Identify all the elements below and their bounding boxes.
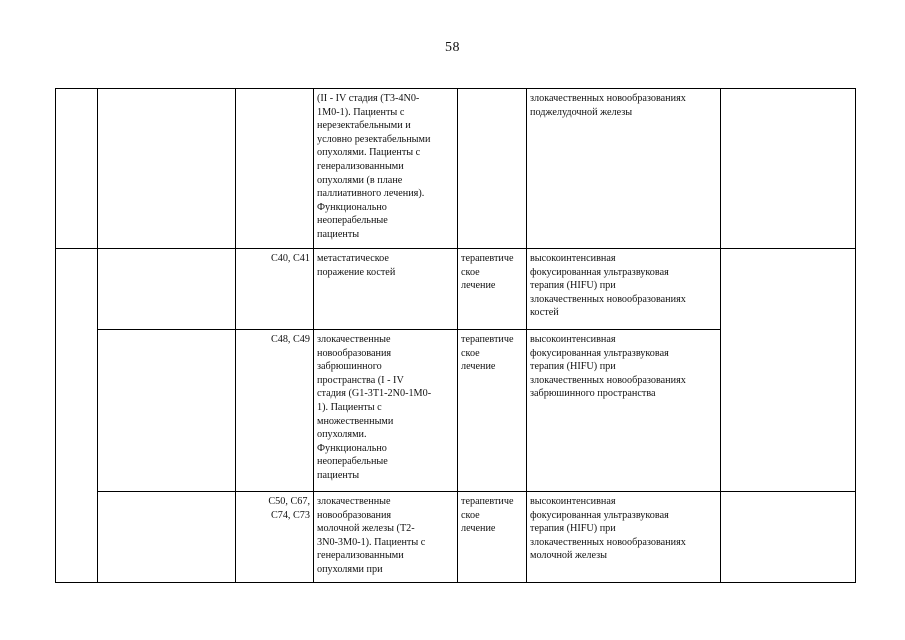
page-number: 58	[445, 40, 460, 55]
code-cell: C48, C49	[236, 330, 314, 492]
treatment-type-cell: терапевтиче ское лечение	[458, 249, 527, 330]
profile-cell	[98, 330, 236, 492]
code-cell	[236, 89, 314, 249]
method-cell: высокоинтенсивная фокусированная ультразвуковая терапия (HIFU) при злокачественных новообразованиях молочной железы	[527, 492, 721, 583]
description-cell: злокачественные новообразования забрюшинного пространства (I - IV стадия (G1-3T1-2N0-1M0- 1). Пациенты с множественными опухолями. Функционально неоперабельные пациенты	[314, 330, 458, 492]
treatment-type-cell: терапевтиче ское лечение	[458, 330, 527, 492]
code-cell: C40, C41	[236, 249, 314, 330]
norm-cell	[721, 249, 856, 492]
treatment-type-cell	[458, 89, 527, 249]
description-cell: (II - IV стадия (Т3-4N0- 1M0-1). Пациенты с нерезектабельными и условно резектабельными опухолями. Пациенты с генерализованными опухолями (в плане паллиативного лечения). Функционально неоперабельные пациенты	[314, 89, 458, 249]
table-row	[56, 89, 856, 249]
description-cell: метастатическое поражение костей	[314, 249, 458, 330]
treatment-table	[55, 88, 856, 583]
profile-cell	[98, 492, 236, 583]
table-row	[56, 492, 856, 583]
method-cell: высокоинтенсивная фокусированная ультразвуковая терапия (HIFU) при злокачественных новообразованиях забрюшинного пространства	[527, 330, 721, 492]
profile-cell	[98, 89, 236, 249]
norm-cell	[721, 89, 856, 249]
method-cell: высокоинтенсивная фокусированная ультразвуковая терапия (HIFU) при злокачественных новообразованиях костей	[527, 249, 721, 330]
table-row	[56, 249, 856, 330]
description-cell: злокачественные новообразования молочной железы (Т2- 3N0-3M0-1). Пациенты с генерализованными опухолями при	[314, 492, 458, 583]
method-cell: злокачественных новообразованиях поджелудочной железы	[527, 89, 721, 249]
number-cell	[56, 89, 98, 249]
code-cell: C50, C67, C74, C73	[236, 492, 314, 583]
number-cell	[56, 249, 98, 583]
profile-cell	[98, 249, 236, 330]
norm-cell	[721, 492, 856, 583]
treatment-type-cell: терапевтиче ское лечение	[458, 492, 527, 583]
